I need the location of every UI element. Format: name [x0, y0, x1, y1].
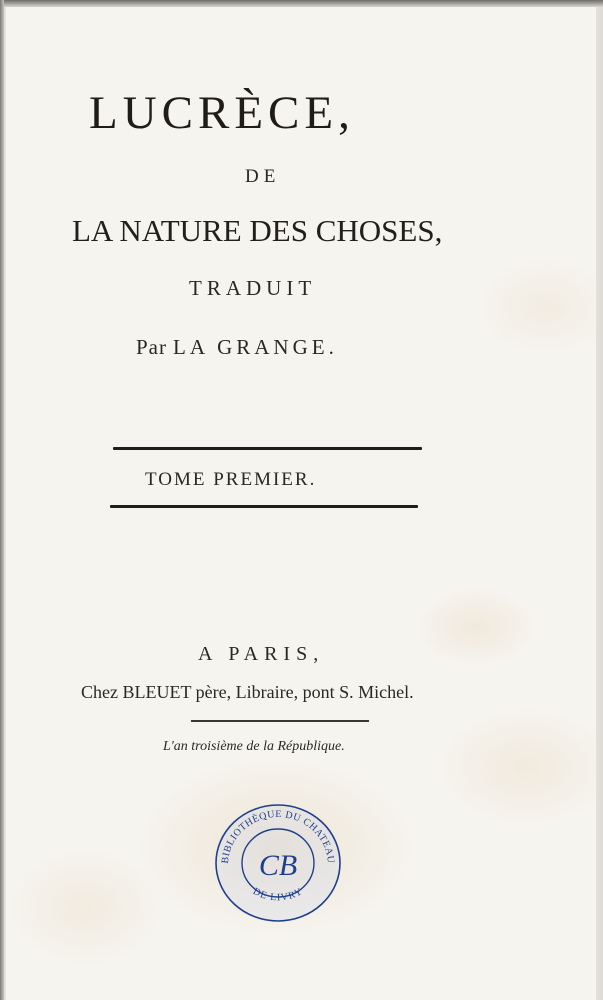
- book-left-edge: [0, 0, 4, 1000]
- stamp-ring-bottom-text: DE LIVRY: [250, 885, 306, 904]
- top-rule: [113, 447, 422, 450]
- volume-label: TOME PREMIER.: [145, 469, 317, 490]
- bottom-rule: [110, 505, 418, 508]
- translator-line: [136, 337, 338, 358]
- imprint-publisher: Chez BLEUET père, Libraire, pont S. Michel.: [81, 682, 414, 702]
- page: [6, 7, 596, 1000]
- book-top-edge: [0, 0, 603, 7]
- translated-label: TRADUIT: [189, 276, 317, 300]
- imprint-city: A PARIS,: [198, 643, 325, 665]
- translator-by: Par: [136, 335, 167, 359]
- stamp-monogram: CB: [258, 849, 298, 882]
- preposition-de: DE: [245, 166, 281, 187]
- work-title: LA NATURE DES CHOSES,: [72, 213, 443, 248]
- translator-name: LA GRANGE.: [173, 335, 338, 359]
- imprint-rule: [191, 720, 369, 722]
- author-name: LUCRÈCE,: [89, 87, 355, 139]
- imprint-date: L'an troisième de la République.: [163, 739, 345, 754]
- stamp-ring-top-text: BIBLIOTHÈQUE DU CHATEAU: [219, 808, 337, 865]
- library-stamp: [208, 797, 348, 927]
